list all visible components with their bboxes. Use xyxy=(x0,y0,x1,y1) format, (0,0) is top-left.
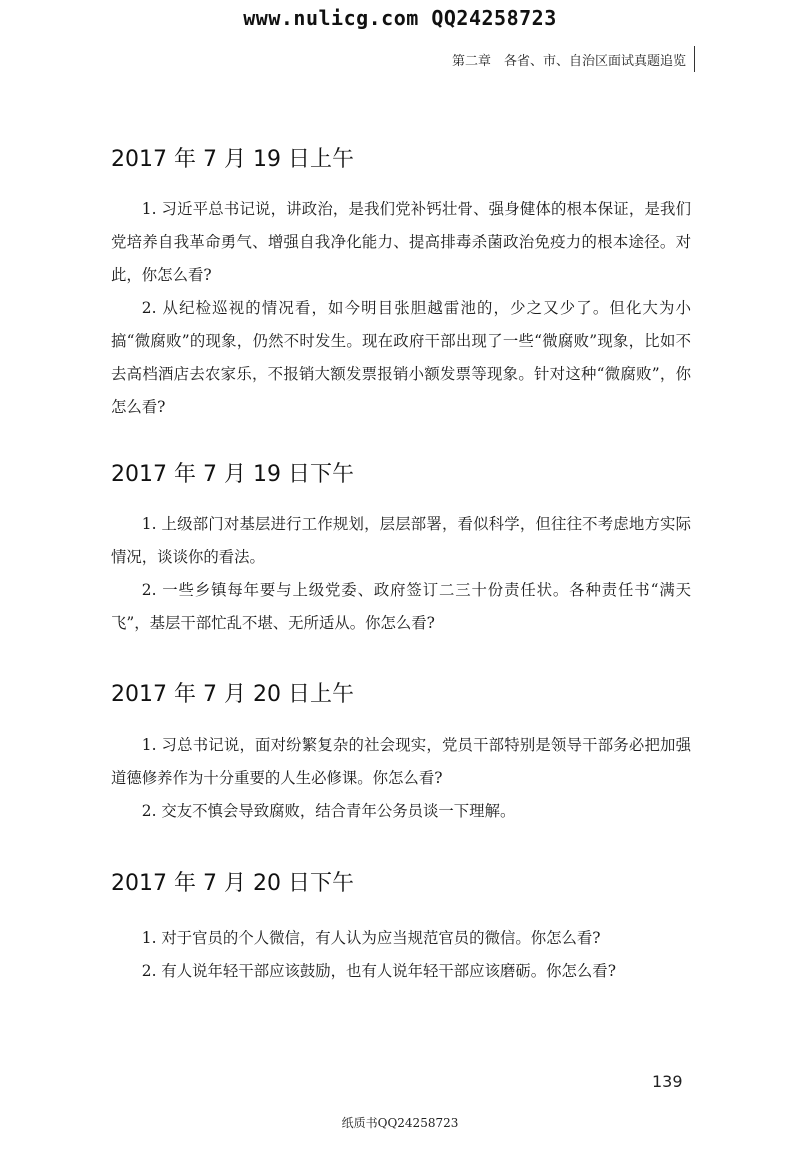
section-title: 2017 年 7 月 20 日上午 xyxy=(111,682,354,707)
section-title: 2017 年 7 月 19 日上午 xyxy=(111,147,354,172)
section-title: 2017 年 7 月 20 日下午 xyxy=(111,871,354,896)
question-item: 2. 交友不慎会导致腐败，结合青年公务员谈一下理解。 xyxy=(141,802,516,820)
question-item: 2. 从纪检巡视的情况看，如今明目张胆越雷池的，少之又少了。但化大为小搞“微腐败”的现象，仍然不时发生。现在政府干部出现了一些“微腐败”现象，比如不去高档酒店去农家乐，不报销大额发票报销小额发票等现象。针对这种“微腐败”，你怎么看? xyxy=(111,299,691,416)
watermark-top: www.nulicg.com QQ24258723 xyxy=(243,6,557,30)
question-item: 1. 习总书记说，面对纷繁复杂的社会现实，党员干部特别是领导干部务必把加强道德修养作为十分重要的人生必修课。你怎么看? xyxy=(111,736,691,787)
question-item: 1. 上级部门对基层进行工作规划，层层部署，看似科学，但往往不考虑地方实际情况，谈谈你的看法。 xyxy=(111,515,691,566)
page-number: 139 xyxy=(652,1072,683,1091)
question-item: 2. 有人说年轻干部应该鼓励，也有人说年轻干部应该磨砺。你怎么看? xyxy=(141,962,616,980)
running-header: 第二章 各省、市、自治区面试真题追览 xyxy=(451,54,686,69)
question-item: 2. 一些乡镇每年要与上级党委、政府签订二三十份责任状。各种责任书“满天飞”，基层干部忙乱不堪、无所适从。你怎么看? xyxy=(111,581,691,632)
question-item: 1. 对于官员的个人微信，有人认为应当规范官员的微信。你怎么看? xyxy=(141,929,601,947)
section-title: 2017 年 7 月 19 日下午 xyxy=(111,462,354,487)
header-divider xyxy=(694,46,695,72)
watermark-bottom: 纸质书QQ24258723 xyxy=(341,1116,459,1130)
question-item: 1. 习近平总书记说，讲政治，是我们党补钙壮骨、强身健体的根本保证，是我们党培养自我革命勇气、增强自我净化能力、提高排毒杀菌政治免疫力的根本途径。对此，你怎么看? xyxy=(111,200,691,284)
